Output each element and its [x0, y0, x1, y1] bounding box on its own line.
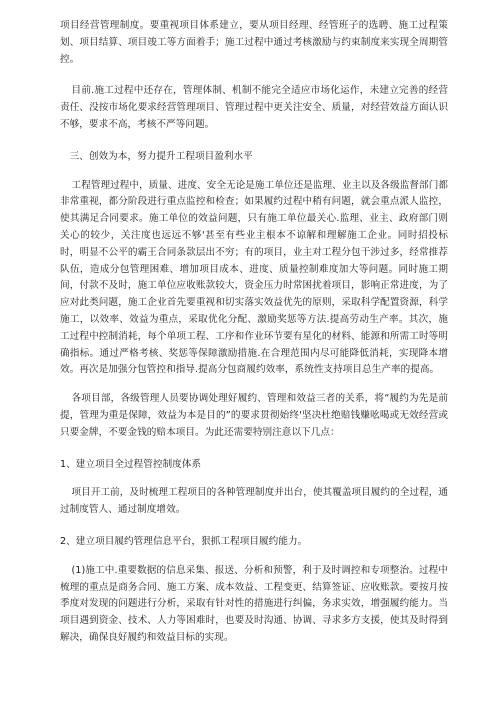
paragraph-intro: 项目经营管理制度。要重视项目体系建立，要从项目经理、经管班子的选聘、施工过程策划、项目结算、项目竣工等方面着手；施工过程中通过考核激励与约束制度来实现全周期管控。 [60, 20, 448, 65]
section-heading-3: 三、创效为本，努力提升工程项目盈利水平 [69, 150, 253, 162]
document-page [60, 18, 448, 647]
subheading-2: 2、建立项目履约管理信息平台，狠抓工程项目履约能力。 [60, 535, 308, 547]
paragraph-profit: 工程管理过程中，质量、进度、安全无论是施工单位还是监理、业主以及各级监督部门都非常重视，都分阶段进行重点监控和检查；如果履约过程中稍有问题，就会重点派人监控，使其满足合同要求。施工单位的效益问题，只有施工单位最关心.监理、业主、政府部门则关心的较少，关注度也远远不够'甚至有些业主根本不谅解和理解施工企业。同时招投标时，明显不公平的霸王合同条款层出不穷；有的项目，业主对工程分包干涉过多，经常推荐队伍，造成分包管理困难、增加项目成本、进度、质量控制难度加大等问题。同时施工期间，付款不及时，施工单位应收账款较大，资金压力时常困扰着项目，影响正常进度，为了应对此类问题，施工企业首先要重视和切实落实效益优先的原则，采取科学配置资源，科学施工，以效率、效益为重点，采取优化分配、激励奖惩等方法.提高劳动生产率。其次，施工过程中控制消耗，每个单项工程、工序和作业环节要有星化的材料、能源和所需工时等明确指标。通过严格考核、奖惩等保障激励措施.在合理范围内尽可能降低消耗，实现降本增效。再次是加强分包管控和指导.提高分包商履约效率，系统性支持项目总生产率的提高。 [60, 179, 448, 376]
paragraph-platform: (1)施工中.重要数据的信息采集、报送、分析和预警，利于及时调控和专项整治。过程中梳理的重点是商务合同、施工方案、成本效益、工程变更、结算签证、应收账款。要按月按季度对发现的问题进行分析，采取有针对性的措施进行纠偏，务求实效，增强履约能力。当项目遇到资金、技术、人力等困难时，也要及时沟通、协调、寻求多方支援，使其及时得到解决，确保良好履约和效益目标的实现。 [60, 564, 448, 643]
subheading-1: 1、建立项目全过程管控制度体系 [60, 458, 202, 470]
paragraph-relations: 各项目部，各级管理人员要协调处理好履约、管理和效益三者的关系，将“履约为先是前提，管理为重是保障，效益为本是目的”的要求贯彻始终'坚决杜绝赔钱赚吆喝或无效经营或只要金牌，不要金钱的赔本项目。为此还需要特别注意以下几点： [60, 393, 448, 438]
paragraph-problems: 目前.施工过程中还存在，管理体制、机制不能完全适应市场化运作，未建立完善的经营责任、没按市场化要求经营管理项目、管理过程中更关注安全、质量，对经营效益方面认识不够，要求不高，考核不严等问题。 [60, 85, 448, 130]
paragraph-system: 项目开工前，及时梳理工程项目的各种管理制度并出台，使其覆盖项目履约的全过程，通过制度管人、通过制度增效。 [60, 487, 448, 516]
